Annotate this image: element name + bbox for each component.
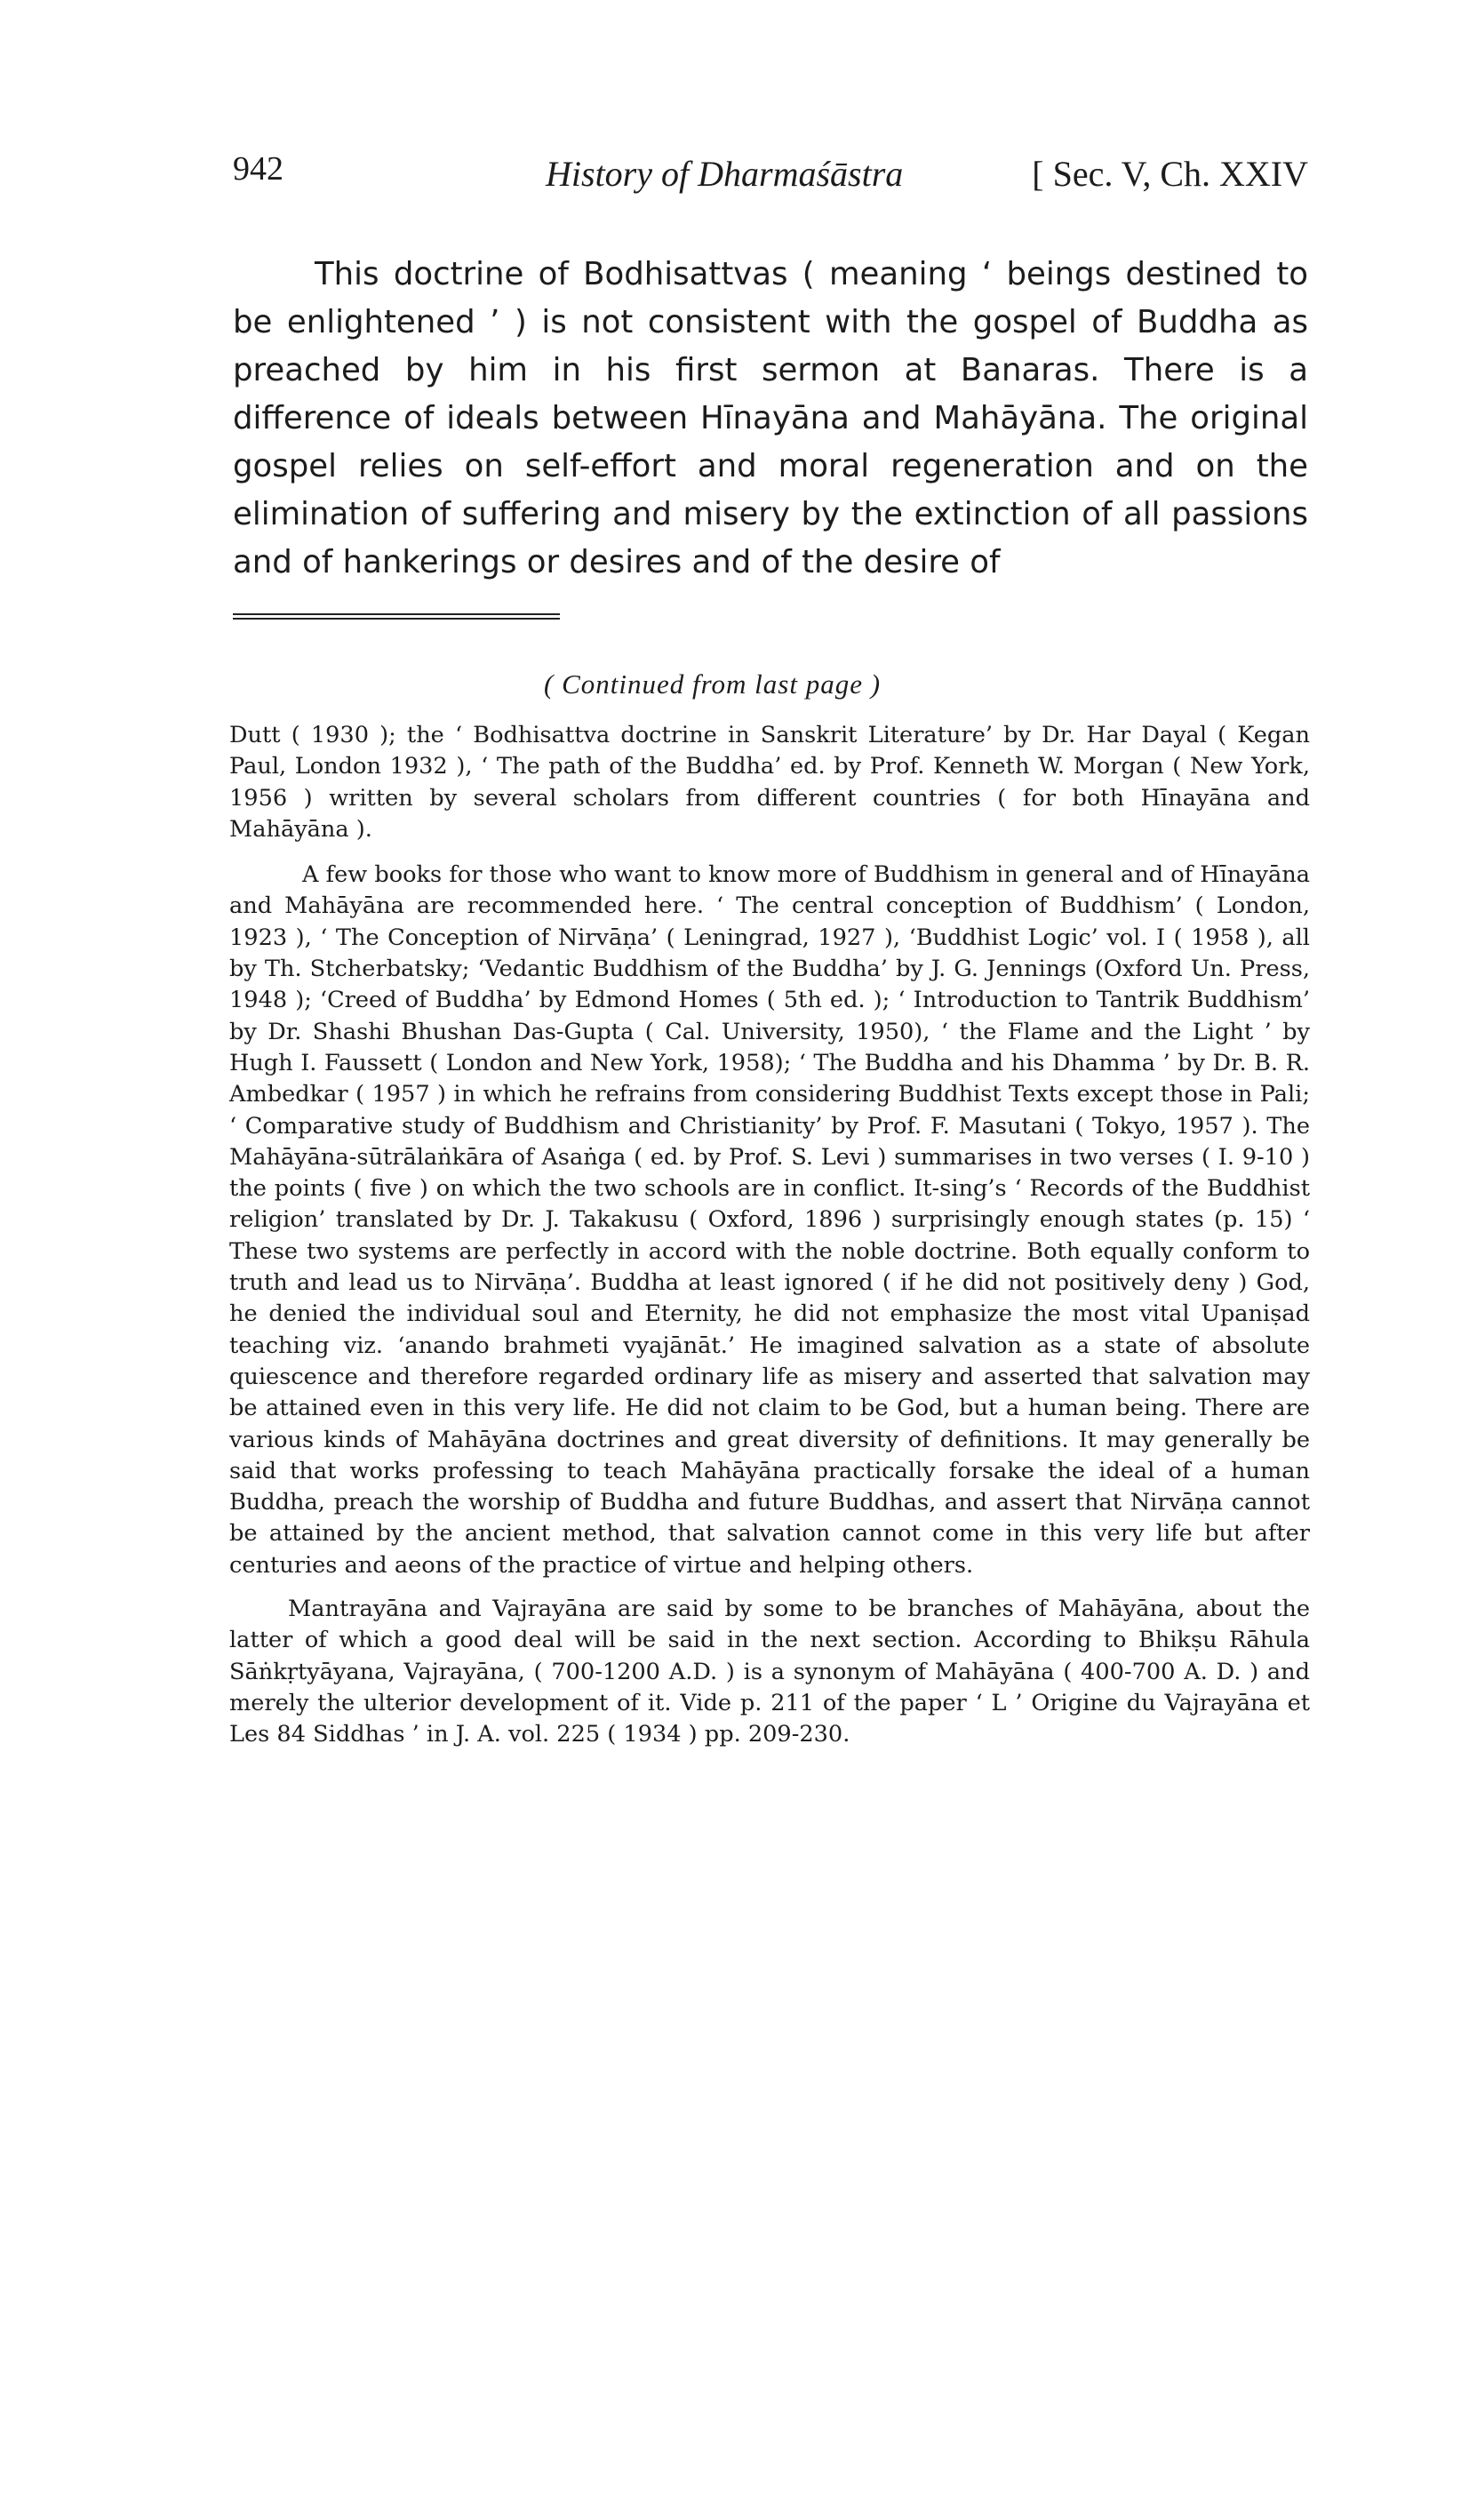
body-paragraph: This doctrine of Bodhisattvas ( meaning ‘ beings destined to be enlightened ’ ) is not consistent with the gospel of Buddha as preached by him in his first sermon at Banaras. There is a difference of ideals between Hīnayāna and Mahāyāna. The original gospel relies on self-effort and moral regeneration and on the elimination of suffering and misery by the extinction of all passions and of hankerings or desires and of the desire of bbox=[233, 256, 1308, 580]
footnote-paragraph: Dutt ( 1930 ); the ‘ Bodhisattva doctrine in Sanskrit Literature’ by Dr. Har Dayal ( Kegan Paul, London 1932 ), ‘ The path of the Buddha’ ed. by Prof. Kenneth W. Morgan ( New York, 1956 ) written by several scholars from different countries ( for both Hīnayāna and Mahāyāna ). bbox=[229, 722, 1310, 843]
footnote-paragraph: A few books for those who want to know more of Buddhism in general and of Hīnayāna and Mahāyāna are recommended here. ‘ The central conception of Buddhism’ ( London, 1923 ), ‘ The Conception of Nirvāṇa’ ( Leningrad, 1927 ), ‘Buddhist Logic’ vol. I ( 1958 ), all by Th. Stcherbatsky; ‘Vedantic Buddhism of the Buddha’ by J. G. Jennings (Oxford Un. Press, 1948 ); ‘Creed of Buddha’ by Edmond Homes ( 5th ed. ); ‘ Introduction to Tantrik Buddhism’ by Dr. Shashi Bhushan Das-Gupta ( Cal. University, 1950), ‘ the Flame and the Light ’ by Hugh I. Faussett ( London and New York, 1958); ‘ The Buddha and his Dhamma ’ by Dr. B. R. Ambedkar ( 1957 ) in which he refrains from considering Buddhist Texts except those in Pali; ‘ Comparative study of Buddhism and Christianity’ by Prof. F. Masutani ( Tokyo, 1957 ). The Mahāyāna-sūtrālaṅkāra of Asaṅga ( ed. by Prof. S. Levi ) summarises in two verses ( I. 9-10 ) the points ( five ) on which the two schools are in conflict. It-sing’s ‘ Records of the Buddhist religion’ translated by Dr. J. Takakusu ( Oxford, 1896 ) surprisingly enough states (p. 15) ‘ These two systems are perfectly in accord with the noble doctrine. Both equally conform to truth and lead us to Nirvāṇa’. Buddha at least ignored ( if he did not positively deny ) God, he denied the individual soul and Eternity, he did not emphasize the most vital Upaniṣad teaching viz. ‘anando brahmeti vyajānāt.’ He imagined salvation as a state of absolute quiescence and therefore regarded ordinary life as misery and asserted that salvation may be attained even in this very life. He did not claim to be God, but a human being. There are various kinds of Mahāyāna doctrines and great diversity of definitions. It may generally be said that works professing to teach Mahāyāna practically forsake the ideal of a human Buddha, preach the worship of Buddha and future Buddhas, and assert that Nirvāṇa cannot be attained by the ancient method, that salvation cannot come in this very life but after centuries and aeons of the practice of virtue and helping others. bbox=[229, 861, 1310, 1579]
footnote-divider bbox=[233, 613, 560, 620]
page-number: 942 bbox=[233, 150, 283, 188]
section-reference: [ Sec. V, Ch. XXIV bbox=[1032, 154, 1308, 194]
footnote-paragraph: Mantrayāna and Vajrayāna are said by some to be branches of Mahāyāna, about the latter of which a good deal will be said in the next section. According to Bhikṣu Rāhula Sāṅkṛtyāyana, Vajrayāna, ( 700-1200 A.D. ) is a synonym of Mahāyāna ( 400-700 A. D. ) and merely the ulterior development of it. Vide p. 211 of the paper ‘ L ’ Origine du Vajrayāna et Les 84 Siddhas ’ in J. A. vol. 225 ( 1934 ) pp. 209-230. bbox=[229, 1596, 1310, 1748]
continued-label: ( Continued from last page ) bbox=[544, 668, 882, 700]
footnote-section bbox=[229, 720, 1310, 1751]
page-header bbox=[233, 149, 1308, 203]
running-title: History of Dharmaśāstra bbox=[546, 154, 904, 194]
